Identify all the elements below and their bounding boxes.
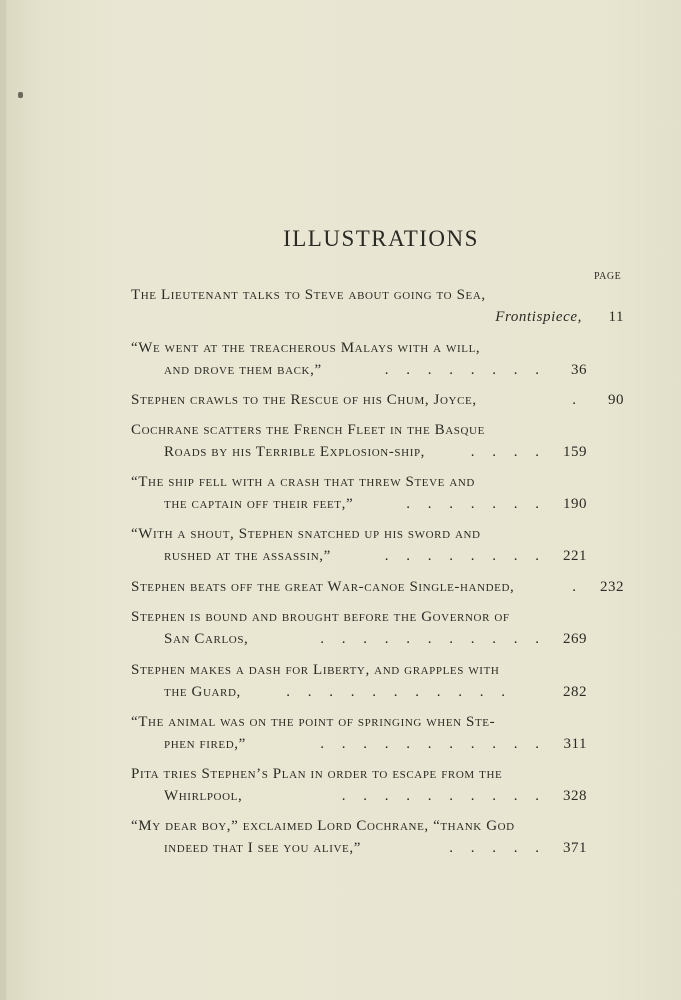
illustration-entry	[131, 763, 624, 807]
page-number: 328	[563, 788, 587, 804]
page-number: 221	[563, 548, 587, 564]
illustration-entry	[131, 576, 624, 598]
page-number: 90	[608, 392, 624, 408]
page-number: 11	[608, 309, 624, 325]
illustration-entry	[131, 711, 624, 755]
entry-line: and drove them back,” . . . . . . . . 36	[131, 359, 587, 381]
ink-speck	[18, 92, 23, 98]
entry-line: Stephen is bound and brought before the Governor of	[131, 609, 510, 625]
entry-line: Stephen beats off the great War-canoe Single-handed, . 232	[131, 576, 624, 598]
entry-line: Pita tries Stephen’s Plan in order to escape from the	[131, 766, 503, 782]
illustration-entry	[131, 606, 624, 650]
entry-line: Whirlpool, . . . . . . . . . . 328	[131, 785, 587, 807]
page-title: ILLUSTRATIONS	[283, 226, 479, 251]
illustration-entry	[131, 523, 624, 567]
page-number: 269	[563, 631, 587, 647]
entry-caption: Frontispiece,	[495, 309, 582, 325]
page-gutter	[0, 0, 6, 1000]
entry-line: “The ship fell with a crash that threw Steve and	[131, 474, 475, 490]
illustration-entry	[131, 419, 624, 463]
page-number: 371	[563, 840, 587, 856]
entry-line: Cochrane scatters the French Fleet in the Basque	[131, 422, 485, 438]
entry-line: San Carlos, . . . . . . . . . . . 269	[131, 628, 587, 650]
illustration-entry	[131, 815, 624, 859]
entry-line: Stephen makes a dash for Liberty, and grapples with	[131, 662, 500, 678]
page-column-label: PAGE	[594, 271, 622, 282]
illustration-entry	[131, 284, 624, 328]
entry-line: Stephen crawls to the Rescue of his Chum, Joyce, . 90	[131, 389, 624, 411]
entry-line: Roads by his Terrible Explosion-ship, . . . . 159	[131, 441, 587, 463]
entry-line: “My dear boy,” exclaimed Lord Cochrane, “thank God	[131, 818, 515, 834]
entry-line	[131, 306, 624, 328]
entry-line: the Guard, . . . . . . . . . . . 282	[131, 681, 587, 703]
entry-line: “We went at the treacherous Malays with a will,	[131, 340, 481, 356]
page-number: 159	[563, 444, 587, 460]
illustration-entry	[131, 389, 624, 411]
entry-line: indeed that I see you alive,” . . . . . 371	[131, 837, 587, 859]
page-number: 190	[563, 496, 587, 512]
illustration-entry	[131, 337, 624, 381]
illustration-entry	[131, 659, 624, 703]
entry-line: “With a shout, Stephen snatched up his sword and	[131, 526, 481, 542]
entry-line: The Lieutenant talks to Steve about going to Sea,	[131, 287, 486, 303]
entry-line: “The animal was on the point of springing when Ste-	[131, 714, 496, 730]
illustration-entry	[131, 471, 624, 515]
page-number: 36	[571, 362, 587, 378]
page-number: 232	[600, 579, 624, 595]
page-number: 311	[563, 736, 587, 752]
entry-line: the captain off their feet,” . . . . . . . 190	[131, 493, 587, 515]
page-number: 282	[563, 684, 587, 700]
entry-line: rushed at the assassin,” . . . . . . . . 221	[131, 545, 587, 567]
entry-line: phen fired,” . . . . . . . . . . . 311	[131, 733, 587, 755]
